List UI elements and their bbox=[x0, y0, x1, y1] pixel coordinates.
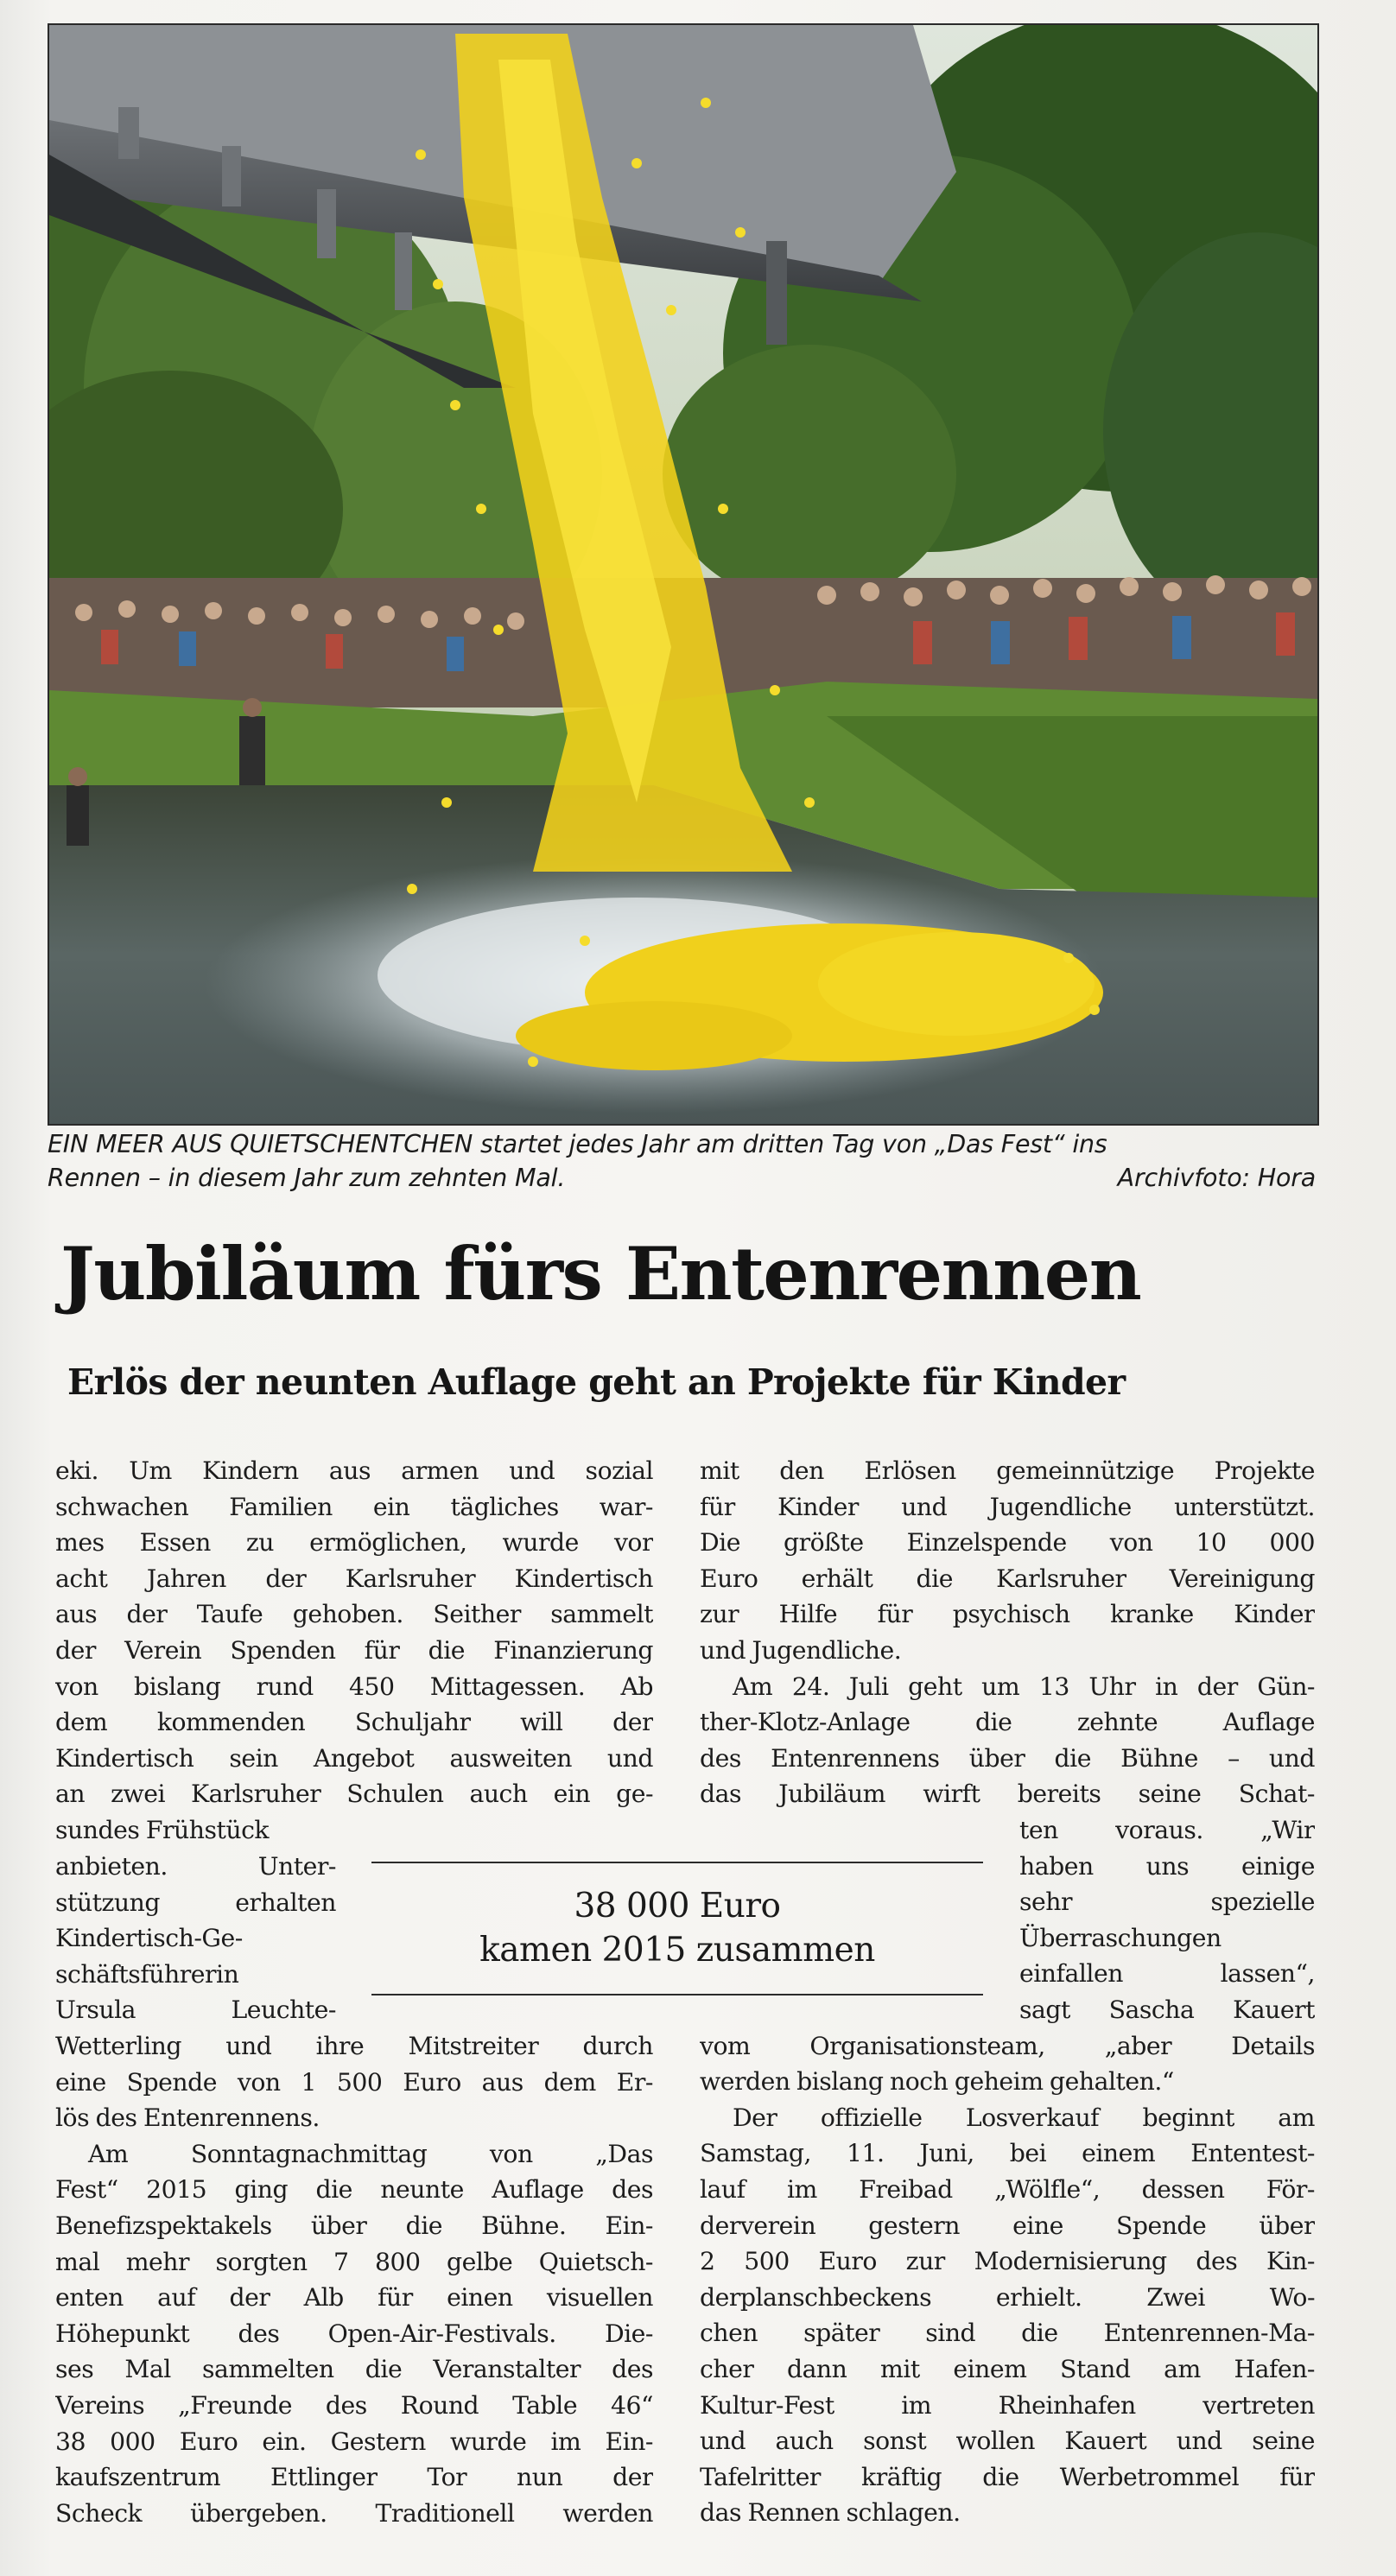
text-line: Samstag, 11. Juni, bei einem Ententest- bbox=[700, 2139, 1315, 2168]
text-line: Wetterling und ihre Mitstreiter durch bbox=[55, 2032, 653, 2060]
text-line: enten auf der Alb für einen visuellen bbox=[55, 2283, 653, 2313]
text-line: Kindertisch sein Angebot ausweiten und bbox=[55, 1743, 653, 1773]
text-line: derverein gestern eine Spende über bbox=[700, 2211, 1315, 2240]
text-line: dem kommenden Schuljahr will der bbox=[55, 1708, 653, 1737]
article-subheadline: Erlös der neunten Auflage geht an Projekte für Kinder bbox=[67, 1361, 1126, 1403]
article-column-right-bottom bbox=[700, 1992, 1315, 2531]
text-line: werden bislang noch geheim gehalten.“ bbox=[700, 2067, 1174, 2097]
text-line: aus der Taufe gehoben. Seither sammelt bbox=[55, 1600, 653, 1629]
photo-caption bbox=[48, 1127, 1316, 1195]
text-line: Fest“ 2015 ging die neunte Auflage des bbox=[55, 2175, 653, 2205]
photo-illustration bbox=[49, 25, 1317, 1124]
text-line: eine Spende von 1 500 Euro aus dem Er- bbox=[55, 2067, 653, 2097]
text-line: Überraschungen bbox=[1019, 1923, 1222, 1952]
pull-quote-line-2: kamen 2015 zusammen bbox=[479, 1931, 875, 1970]
text-line: derplanschbeckens erhielt. Zwei Wo- bbox=[700, 2282, 1315, 2312]
text-line: Ursula Leuchte- bbox=[55, 1995, 336, 2025]
text-line: Höhepunkt des Open-Air-Festivals. Die- bbox=[55, 2319, 653, 2348]
caption-text-1: startet jedes Jahr am dritten Tag von „Das Fest“ ins bbox=[473, 1130, 1107, 1158]
text-line: stützung erhalten bbox=[55, 1888, 336, 1917]
text-line: Scheck übergeben. Traditionell werden bbox=[55, 2498, 653, 2528]
text-line: Am Sonntagnachmittag von „Das bbox=[88, 2139, 653, 2168]
text-line: Tafelritter kräftig die Werbetrommel für bbox=[700, 2462, 1315, 2491]
text-line: Euro erhält die Karlsruher Vereinigung bbox=[700, 1564, 1315, 1593]
text-line: schwachen Familien ein tägliches war- bbox=[55, 1492, 653, 1521]
article-column-left-bottom bbox=[55, 2028, 653, 2531]
text-line: ses Mal sammelten die Veranstalter des bbox=[55, 2355, 653, 2384]
text-line: mal mehr sorgten 7 800 gelbe Quietsch- bbox=[55, 2247, 653, 2276]
caption-line-1 bbox=[48, 1127, 1316, 1161]
text-line: Vereins „Freunde des Round Table 46“ bbox=[55, 2390, 653, 2420]
text-line: und Jugendliche. bbox=[700, 1635, 902, 1665]
text-line: lös des Entenrennens. bbox=[55, 2103, 320, 2133]
pull-quote-rule-top bbox=[371, 1862, 983, 1863]
caption-line-2 bbox=[48, 1161, 1316, 1195]
text-line: an zwei Karlsruher Schulen auch ein ge- bbox=[55, 1780, 653, 1809]
text-line: ther-Klotz-Anlage die zehnte Auflage bbox=[700, 1708, 1315, 1737]
caption-lead: EIN MEER AUS QUIETSCHENTCHEN bbox=[48, 1130, 473, 1158]
pull-quote bbox=[371, 1862, 983, 2000]
text-line: einfallen lassen“, bbox=[1019, 1959, 1315, 1989]
article-photo-duck-race bbox=[48, 23, 1319, 1126]
text-line: lauf im Freibad „Wölfle“, dessen För- bbox=[700, 2174, 1315, 2204]
text-line: sagt Sascha Kauert bbox=[1019, 1995, 1315, 2024]
text-line: Am 24. Juli geht um 13 Uhr in der Gün- bbox=[733, 1672, 1315, 1701]
photo-credit: Archivfoto: Hora bbox=[1117, 1164, 1316, 1192]
text-line: des Entenrennens über die Bühne – und bbox=[700, 1743, 1315, 1773]
text-line: sehr spezielle bbox=[1019, 1888, 1315, 1917]
text-line: der Verein Spenden für die Finanzierung bbox=[55, 1635, 653, 1665]
text-line: das Jubiläum wirft bereits seine Schat- bbox=[700, 1780, 1315, 1809]
text-line: mit den Erlösen gemeinnützige Projekte bbox=[700, 1456, 1315, 1485]
text-line: für Kinder und Jugendliche unterstützt. bbox=[700, 1492, 1315, 1521]
text-line: vom Organisationsteam, „aber Details bbox=[700, 2031, 1315, 2060]
article-column-right-top bbox=[700, 1453, 1315, 1812]
text-line: das Rennen schlagen. bbox=[700, 2498, 961, 2528]
text-line: haben uns einige bbox=[1019, 1851, 1315, 1881]
pull-quote-rule-bottom bbox=[371, 1994, 983, 1995]
text-line: eki. Um Kindern aus armen und sozial bbox=[55, 1456, 653, 1485]
text-line: 38 000 Euro ein. Gestern wurde im Ein- bbox=[55, 2427, 653, 2456]
article-column-left-narrow bbox=[55, 1849, 336, 2028]
text-line: zur Hilfe für psychisch kranke Kinder bbox=[700, 1600, 1315, 1629]
text-line: Kultur-Fest im Rheinhafen vertreten bbox=[700, 2390, 1315, 2420]
article-column-right-narrow bbox=[1019, 1812, 1315, 1992]
text-line: 2 500 Euro zur Modernisierung des Kin- bbox=[700, 2247, 1315, 2276]
text-line: cher dann mit einem Stand am Hafen- bbox=[700, 2354, 1315, 2383]
text-line: von bislang rund 450 Mittagessen. Ab bbox=[55, 1672, 653, 1701]
text-line: chen später sind die Entenrennen-Ma- bbox=[700, 2319, 1315, 2348]
text-line: ten voraus. „Wir bbox=[1019, 1816, 1315, 1844]
article-headline: Jubiläum fürs Entenrennen bbox=[60, 1231, 1141, 1317]
text-line: acht Jahren der Karlsruher Kindertisch bbox=[55, 1564, 653, 1593]
pull-quote-line-1: 38 000 Euro bbox=[574, 1887, 781, 1926]
text-line: mes Essen zu ermöglichen, wurde vor bbox=[55, 1528, 653, 1558]
article-column-left-top bbox=[55, 1453, 653, 1849]
text-line: Kindertisch-Ge- bbox=[55, 1924, 243, 1953]
text-line: schäftsführerin bbox=[55, 1959, 239, 1989]
text-line: anbieten. Unter- bbox=[55, 1852, 336, 1881]
text-line: sundes Frühstück bbox=[55, 1815, 270, 1844]
caption-text-2: Rennen – in diesem Jahr zum zehnten Mal. bbox=[48, 1164, 566, 1192]
text-line: Der offizielle Losverkauf beginnt am bbox=[733, 2103, 1315, 2132]
text-line: Benefizspektakels über die Bühne. Ein- bbox=[55, 2211, 653, 2240]
text-line: kaufszentrum Ettlinger Tor nun der bbox=[55, 2463, 653, 2492]
text-line: Die größte Einzelspende von 10 000 bbox=[700, 1528, 1315, 1558]
text-line: und auch sonst wollen Kauert und seine bbox=[700, 2427, 1315, 2456]
